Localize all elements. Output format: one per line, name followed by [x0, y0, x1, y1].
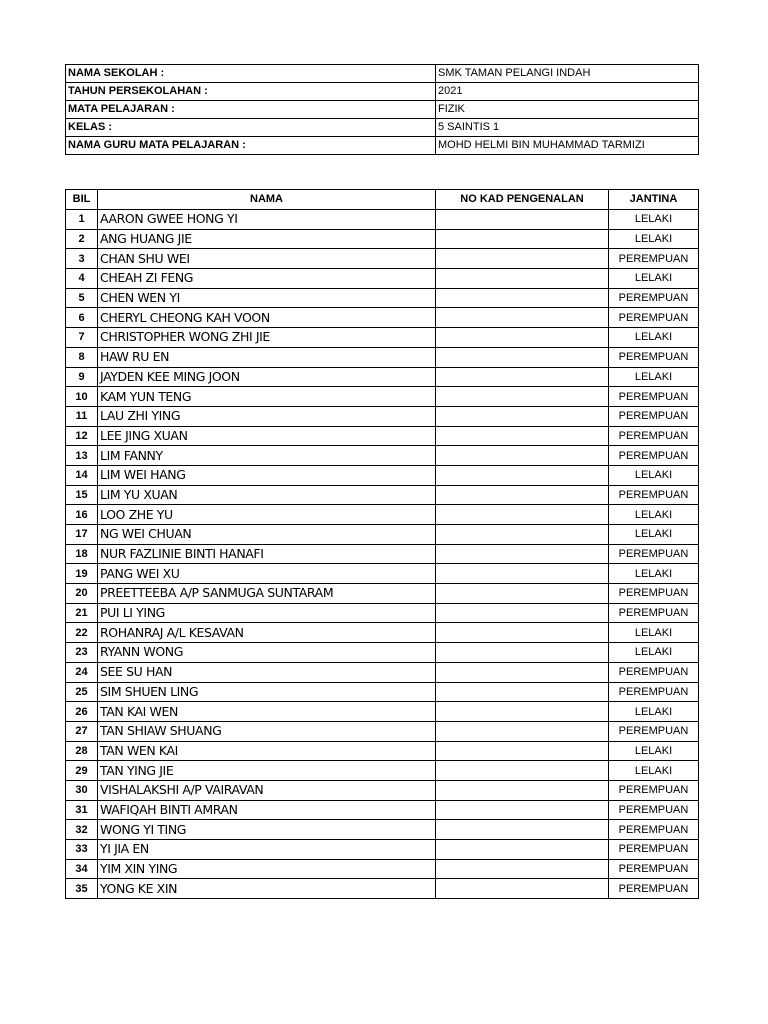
row-number: 10	[66, 387, 98, 407]
row-number: 1	[66, 210, 98, 230]
student-name: ANG HUANG JIE	[98, 229, 436, 249]
student-row	[66, 761, 699, 781]
gender: LELAKI	[609, 269, 699, 289]
gender: LELAKI	[609, 328, 699, 348]
student-name: CHERYL CHEONG KAH VOON	[98, 308, 436, 328]
ic-number	[436, 721, 609, 741]
gender: PEREMPUAN	[609, 820, 699, 840]
row-number: 29	[66, 761, 98, 781]
ic-number	[436, 505, 609, 525]
header-jantina: JANTINA	[609, 190, 699, 210]
ic-number	[436, 210, 609, 230]
gender: PEREMPUAN	[609, 288, 699, 308]
header-ic: NO KAD PENGENALAN	[436, 190, 609, 210]
student-name: TAN SHIAW SHUANG	[98, 721, 436, 741]
gender: PEREMPUAN	[609, 446, 699, 466]
student-row	[66, 662, 699, 682]
student-row	[66, 249, 699, 269]
info-value: FIZIK	[436, 101, 699, 119]
row-number: 19	[66, 564, 98, 584]
gender: PEREMPUAN	[609, 544, 699, 564]
gender: PEREMPUAN	[609, 800, 699, 820]
row-number: 23	[66, 643, 98, 663]
student-row	[66, 840, 699, 860]
student-row	[66, 780, 699, 800]
student-name: TAN KAI WEN	[98, 702, 436, 722]
ic-number	[436, 485, 609, 505]
row-number: 28	[66, 741, 98, 761]
row-number: 27	[66, 721, 98, 741]
info-value: 5 SAINTIS 1	[436, 119, 699, 137]
gender: PEREMPUAN	[609, 249, 699, 269]
student-name: WONG YI TING	[98, 820, 436, 840]
student-row	[66, 288, 699, 308]
row-number: 33	[66, 840, 98, 860]
ic-number	[436, 465, 609, 485]
gender: PEREMPUAN	[609, 859, 699, 879]
row-number: 26	[66, 702, 98, 722]
student-name: RYANN WONG	[98, 643, 436, 663]
student-row	[66, 465, 699, 485]
ic-number	[436, 761, 609, 781]
info-row	[66, 65, 699, 83]
gender: PEREMPUAN	[609, 584, 699, 604]
gender: PEREMPUAN	[609, 347, 699, 367]
student-row	[66, 603, 699, 623]
student-row	[66, 643, 699, 663]
gender: LELAKI	[609, 702, 699, 722]
info-label: TAHUN PERSEKOLAHAN :	[66, 83, 436, 101]
gender: PEREMPUAN	[609, 308, 699, 328]
info-label: NAMA GURU MATA PELAJARAN :	[66, 137, 436, 155]
ic-number	[436, 308, 609, 328]
gender: LELAKI	[609, 564, 699, 584]
ic-number	[436, 603, 609, 623]
gender: LELAKI	[609, 229, 699, 249]
row-number: 6	[66, 308, 98, 328]
gender: PEREMPUAN	[609, 603, 699, 623]
gender: PEREMPUAN	[609, 840, 699, 860]
row-number: 13	[66, 446, 98, 466]
student-row	[66, 485, 699, 505]
student-name: PREETTEEBA A/P SANMUGA SUNTARAM	[98, 584, 436, 604]
student-name: JAYDEN KEE MING JOON	[98, 367, 436, 387]
ic-number	[436, 800, 609, 820]
ic-number	[436, 643, 609, 663]
ic-number	[436, 387, 609, 407]
ic-number	[436, 702, 609, 722]
student-name: TAN YING JIE	[98, 761, 436, 781]
info-row	[66, 101, 699, 119]
row-number: 34	[66, 859, 98, 879]
student-name: HAW RU EN	[98, 347, 436, 367]
student-row	[66, 426, 699, 446]
gender: PEREMPUAN	[609, 426, 699, 446]
info-row	[66, 83, 699, 101]
ic-number	[436, 682, 609, 702]
ic-number	[436, 347, 609, 367]
student-name: AARON GWEE HONG YI	[98, 210, 436, 230]
gender: LELAKI	[609, 741, 699, 761]
student-row	[66, 682, 699, 702]
row-number: 20	[66, 584, 98, 604]
row-number: 5	[66, 288, 98, 308]
class-info-body	[66, 65, 699, 155]
student-name: VISHALAKSHI A/P VAIRAVAN	[98, 780, 436, 800]
row-number: 31	[66, 800, 98, 820]
student-row	[66, 820, 699, 840]
gender: LELAKI	[609, 505, 699, 525]
gender: LELAKI	[609, 525, 699, 545]
student-row	[66, 229, 699, 249]
student-row	[66, 702, 699, 722]
ic-number	[436, 446, 609, 466]
ic-number	[436, 249, 609, 269]
gender: PEREMPUAN	[609, 387, 699, 407]
student-name: YIM XIN YING	[98, 859, 436, 879]
student-row	[66, 505, 699, 525]
student-list-header	[66, 190, 699, 210]
ic-number	[436, 367, 609, 387]
student-list-body	[66, 210, 699, 899]
info-value: MOHD HELMI BIN MUHAMMAD TARMIZI	[436, 137, 699, 155]
row-number: 12	[66, 426, 98, 446]
student-row	[66, 859, 699, 879]
info-label: NAMA SEKOLAH :	[66, 65, 436, 83]
row-number: 18	[66, 544, 98, 564]
header-bil: BIL	[66, 190, 98, 210]
ic-number	[436, 741, 609, 761]
student-name: PANG WEI XU	[98, 564, 436, 584]
info-row	[66, 137, 699, 155]
row-number: 14	[66, 465, 98, 485]
ic-number	[436, 288, 609, 308]
student-row	[66, 269, 699, 289]
student-row	[66, 406, 699, 426]
row-number: 15	[66, 485, 98, 505]
student-name: WAFIQAH BINTI AMRAN	[98, 800, 436, 820]
gender: LELAKI	[609, 643, 699, 663]
student-name: PUI LI YING	[98, 603, 436, 623]
row-number: 24	[66, 662, 98, 682]
student-row	[66, 210, 699, 230]
student-row	[66, 623, 699, 643]
student-row	[66, 446, 699, 466]
student-row	[66, 328, 699, 348]
student-name: CHRISTOPHER WONG ZHI JIE	[98, 328, 436, 348]
student-name: CHEN WEN YI	[98, 288, 436, 308]
student-name: KAM YUN TENG	[98, 387, 436, 407]
ic-number	[436, 662, 609, 682]
header-nama: NAMA	[98, 190, 436, 210]
student-row	[66, 347, 699, 367]
gender: PEREMPUAN	[609, 780, 699, 800]
ic-number	[436, 584, 609, 604]
student-row	[66, 800, 699, 820]
student-name: NUR FAZLINIE BINTI HANAFI	[98, 544, 436, 564]
student-row	[66, 367, 699, 387]
row-number: 3	[66, 249, 98, 269]
student-row	[66, 308, 699, 328]
student-name: CHEAH ZI FENG	[98, 269, 436, 289]
gender: LELAKI	[609, 210, 699, 230]
class-info-table	[65, 64, 699, 155]
gender: PEREMPUAN	[609, 879, 699, 899]
row-number: 22	[66, 623, 98, 643]
student-row	[66, 721, 699, 741]
gender: PEREMPUAN	[609, 662, 699, 682]
info-value: SMK TAMAN PELANGI INDAH	[436, 65, 699, 83]
gender: PEREMPUAN	[609, 682, 699, 702]
student-name: TAN WEN KAI	[98, 741, 436, 761]
ic-number	[436, 840, 609, 860]
ic-number	[436, 564, 609, 584]
ic-number	[436, 859, 609, 879]
student-name: SEE SU HAN	[98, 662, 436, 682]
ic-number	[436, 544, 609, 564]
row-number: 4	[66, 269, 98, 289]
student-list-table	[65, 189, 699, 899]
student-name: SIM SHUEN LING	[98, 682, 436, 702]
ic-number	[436, 229, 609, 249]
row-number: 25	[66, 682, 98, 702]
info-label: MATA PELAJARAN :	[66, 101, 436, 119]
gender: LELAKI	[609, 761, 699, 781]
student-name: YONG KE XIN	[98, 879, 436, 899]
gender: LELAKI	[609, 465, 699, 485]
gender: PEREMPUAN	[609, 406, 699, 426]
student-row	[66, 584, 699, 604]
student-row	[66, 525, 699, 545]
row-number: 11	[66, 406, 98, 426]
header-row	[66, 190, 699, 210]
student-row	[66, 544, 699, 564]
info-label: KELAS :	[66, 119, 436, 137]
student-name: LIM FANNY	[98, 446, 436, 466]
student-name: YI JIA EN	[98, 840, 436, 860]
student-row	[66, 564, 699, 584]
row-number: 9	[66, 367, 98, 387]
student-name: LIM WEI HANG	[98, 465, 436, 485]
ic-number	[436, 328, 609, 348]
gender: LELAKI	[609, 367, 699, 387]
info-value: 2021	[436, 83, 699, 101]
student-row	[66, 387, 699, 407]
student-name: LIM YU XUAN	[98, 485, 436, 505]
student-name: LAU ZHI YING	[98, 406, 436, 426]
ic-number	[436, 525, 609, 545]
row-number: 7	[66, 328, 98, 348]
gender: PEREMPUAN	[609, 485, 699, 505]
ic-number	[436, 623, 609, 643]
row-number: 21	[66, 603, 98, 623]
row-number: 30	[66, 780, 98, 800]
student-name: NG WEI CHUAN	[98, 525, 436, 545]
ic-number	[436, 269, 609, 289]
gender: PEREMPUAN	[609, 721, 699, 741]
row-number: 16	[66, 505, 98, 525]
ic-number	[436, 780, 609, 800]
row-number: 8	[66, 347, 98, 367]
ic-number	[436, 426, 609, 446]
student-row	[66, 879, 699, 899]
student-name: CHAN SHU WEI	[98, 249, 436, 269]
ic-number	[436, 406, 609, 426]
gender: LELAKI	[609, 623, 699, 643]
ic-number	[436, 820, 609, 840]
student-name: LEE JING XUAN	[98, 426, 436, 446]
row-number: 2	[66, 229, 98, 249]
row-number: 35	[66, 879, 98, 899]
info-row	[66, 119, 699, 137]
student-name: LOO ZHE YU	[98, 505, 436, 525]
student-row	[66, 741, 699, 761]
row-number: 17	[66, 525, 98, 545]
ic-number	[436, 879, 609, 899]
student-name: ROHANRAJ A/L KESAVAN	[98, 623, 436, 643]
row-number: 32	[66, 820, 98, 840]
